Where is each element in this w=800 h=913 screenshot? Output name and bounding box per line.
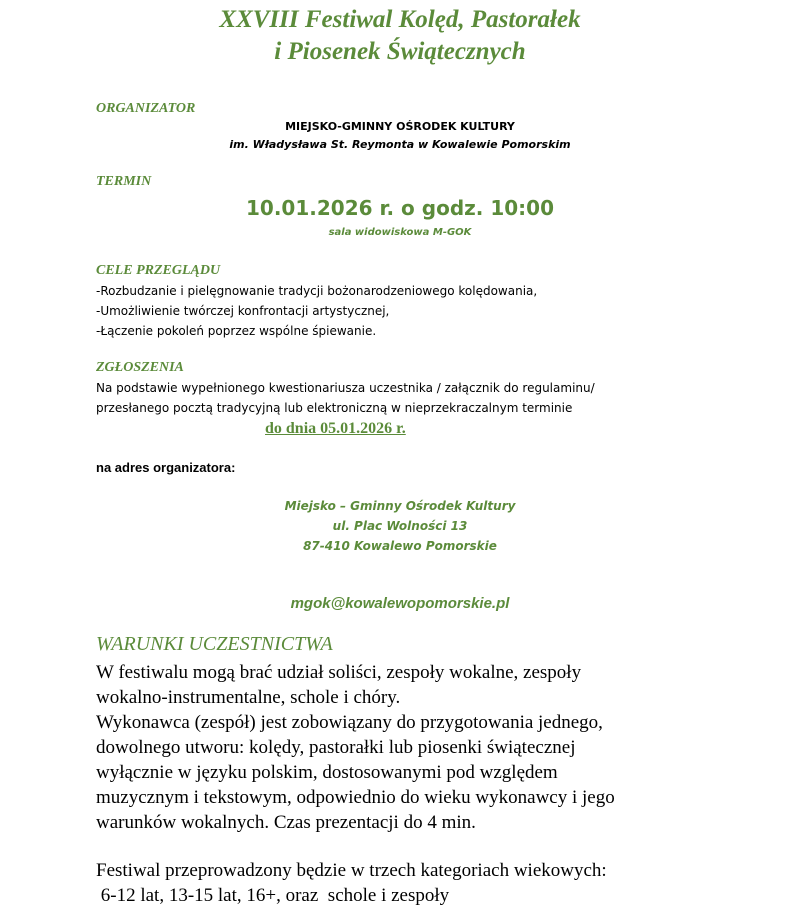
conditions-line: Wykonawca (zespół) jest zobowiązany do przygotowania jednego,	[96, 712, 603, 733]
title-line-2: i Piosenek Świątecznych	[274, 38, 526, 65]
conditions-line: wyłącznie w języku polskim, dostosowanymi pod względem	[96, 762, 558, 783]
conditions-line: dowolnego utworu: kolędy, pastorałki lub piosenki świątecznej	[96, 737, 576, 758]
applications-line-2: przesłanego pocztą tradycyjną lub elektroniczną w nieprzekraczalnym terminie	[96, 401, 573, 415]
event-venue: sala widowiskowa M-GOK	[328, 227, 472, 238]
applications-heading: ZGŁOSZENIA	[96, 360, 184, 375]
address-line-3: 87-410 Kowalewo Pomorskie	[303, 539, 497, 553]
organizer-patron: im. Władysława St. Reymonta w Kowalewie Pomorskim	[229, 138, 571, 151]
goal-item: -Umożliwienie twórczej konfrontacji artystycznej,	[96, 304, 390, 318]
conditions-line: W festiwalu mogą brać udział soliści, zespoły wokalne, zespoły	[96, 662, 582, 683]
event-date: 10.01.2026 r. o godz. 10:00	[246, 196, 554, 220]
application-deadline: do dnia 05.01.2026 r.	[265, 420, 406, 437]
conditions-line: muzycznym i tekstowym, odpowiednio do wieku wykonawcy i jego	[96, 787, 615, 808]
goal-item: -Rozbudzanie i pielęgnowanie tradycji bożonarodzeniowego kolędowania,	[96, 284, 538, 298]
address-label: na adres organizatora:	[96, 460, 236, 475]
conditions-line: wokalno-instrumentalne, schole i chóry.	[96, 687, 401, 708]
address-line-1: Miejsko – Gminny Ośrodek Kultury	[284, 499, 516, 513]
goals-heading: CELE PRZEGLĄDU	[96, 263, 221, 278]
term-heading: TERMIN	[96, 174, 152, 189]
conditions-line: warunków wokalnych. Czas prezentacji do 4 min.	[96, 812, 476, 833]
address-line-2: ul. Plac Wolności 13	[332, 519, 468, 533]
conditions-heading: WARUNKI UCZESTNICTWA	[96, 633, 333, 655]
conditions-line: Festiwal przeprowadzony będzie w trzech kategoriach wiekowych:	[96, 860, 607, 881]
email-link[interactable]: mgok@kowalewopomorskie.pl	[290, 595, 510, 612]
applications-line-1: Na podstawie wypełnionego kwestionariusza uczestnika / załącznik do regulaminu/	[96, 381, 595, 395]
conditions-line: 6-12 lat, 13-15 lat, 16+, oraz schole i zespoły	[96, 885, 450, 906]
organizer-name: MIEJSKO-GMINNY OŚRODEK KULTURY	[285, 120, 515, 133]
organizer-heading: ORGANIZATOR	[96, 101, 196, 116]
title-line-1: XXVIII Festiwal Kolęd, Pastorałek	[219, 6, 581, 33]
goal-item: -Łączenie pokoleń poprzez wspólne śpiewanie.	[96, 324, 377, 338]
